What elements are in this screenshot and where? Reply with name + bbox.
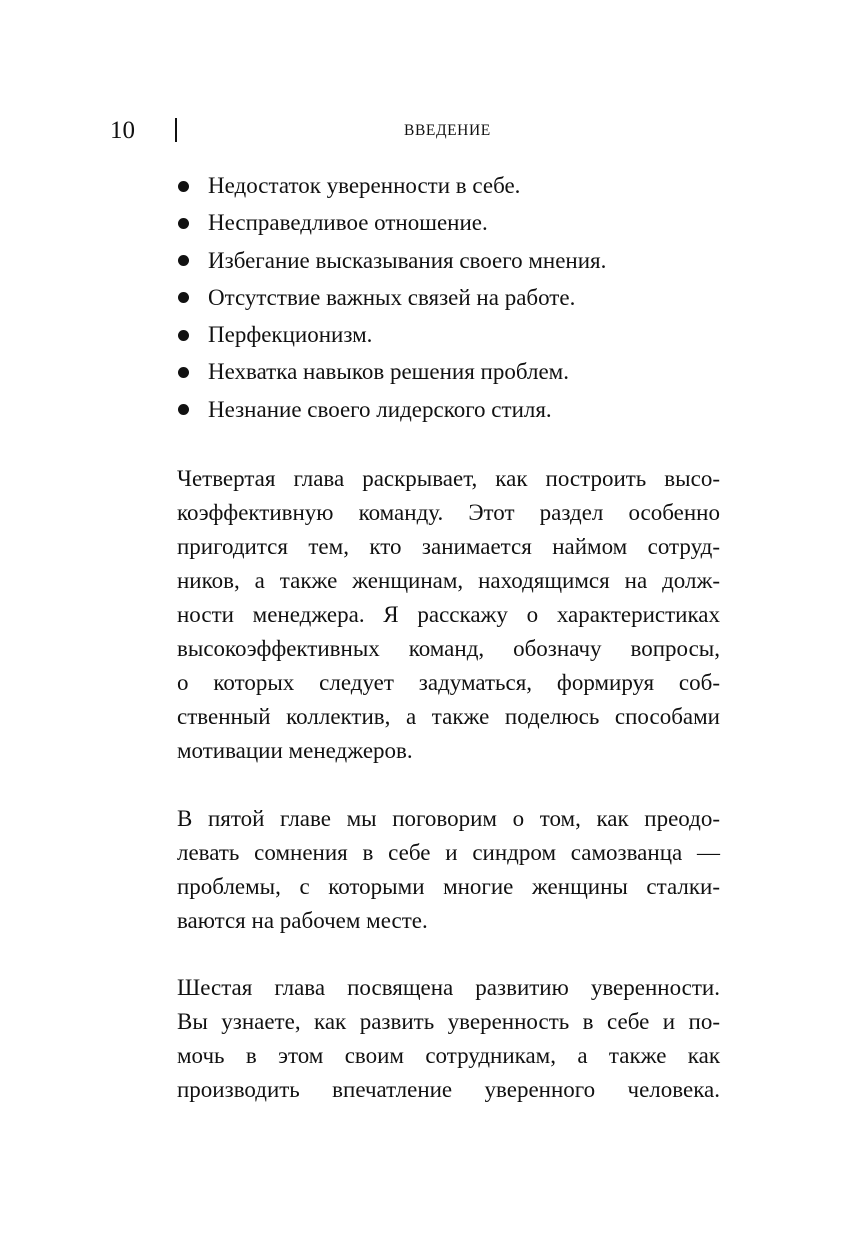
text-line: Четвертая глава раскрывает, как построить высо-: [177, 466, 720, 492]
bullet-icon: [178, 404, 189, 415]
bullet-icon: [178, 218, 189, 229]
bullet-item: [177, 316, 720, 353]
paragraph-chapter-six: [177, 971, 720, 1107]
text-line: высокоэффективных команд, обозначу вопросы,: [177, 636, 720, 662]
text-line: В пятой главе мы поговорим о том, как преодо-: [177, 806, 720, 832]
bullet-text: Перфекционизм.: [208, 322, 373, 348]
text-line: ственный коллектив, а также поделюсь способами: [177, 704, 720, 730]
text-line: мочь в этом своим сотрудникам, а также как: [177, 1043, 720, 1069]
bullet-item: [177, 167, 720, 204]
text-line: о которых следует задуматься, формируя соб-: [177, 670, 720, 696]
running-head: ВВЕДЕНИЕ: [404, 122, 491, 139]
bullet-item: [177, 242, 720, 279]
paragraph-chapter-four: [177, 462, 720, 768]
bullet-icon: [178, 255, 189, 266]
text-line: Шестая глава посвящена развитию уверенности.: [177, 975, 720, 1001]
page-number: 10: [110, 117, 135, 144]
bullet-icon: [178, 330, 189, 341]
bullet-text: Избегание высказывания своего мнения.: [208, 247, 607, 273]
paragraph-chapter-five: [177, 802, 720, 938]
bullet-item: [177, 391, 720, 428]
bullet-list: [177, 167, 720, 428]
text-line: коэффективную команду. Этот раздел особенно: [177, 500, 720, 526]
bullet-item: [177, 279, 720, 316]
text-line: мотивации менеджеров.: [177, 738, 413, 764]
header-divider: [175, 118, 177, 142]
bullet-item: [177, 204, 720, 241]
text-line: проблемы, с которыми многие женщины сталки-: [177, 874, 720, 900]
bullet-text: Несправедливое отношение.: [208, 210, 488, 236]
text-line: ваются на рабочем месте.: [177, 908, 428, 934]
page-body: [177, 167, 720, 1107]
text-line: производить впечатление уверенного человека.: [177, 1077, 720, 1103]
text-line: левать сомнения в себе и синдром самозванца —: [177, 840, 720, 866]
bullet-text: Отсутствие важных связей на работе.: [208, 284, 576, 310]
bullet-text: Нехватка навыков решения проблем.: [208, 359, 569, 385]
bullet-text: Незнание своего лидерского стиля.: [208, 396, 552, 422]
bullet-icon: [178, 292, 189, 303]
text-line: пригодится тем, кто занимается наймом сотруд-: [177, 534, 720, 560]
text-line: ности менеджера. Я расскажу о характеристиках: [177, 602, 720, 628]
bullet-item: [177, 353, 720, 390]
text-line: ников, а также женщинам, находящимся на долж-: [177, 568, 720, 594]
bullet-text: Недостаток уверенности в себе.: [208, 173, 521, 198]
bullet-icon: [178, 181, 189, 192]
text-line: Вы узнаете, как развить уверенность в себе и по-: [177, 1009, 720, 1035]
bullet-icon: [178, 367, 189, 378]
